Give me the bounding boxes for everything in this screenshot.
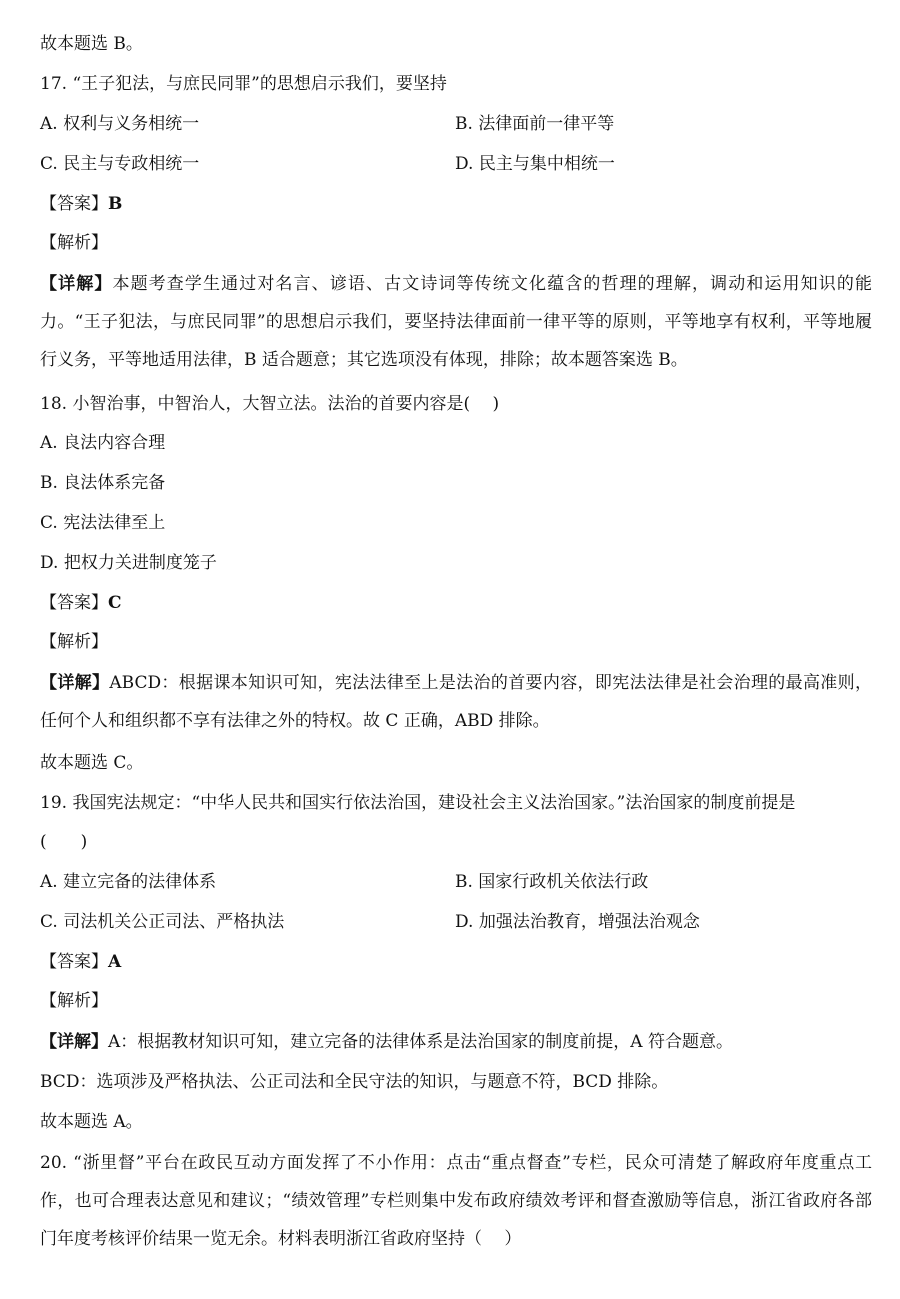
detail-text: 本题考查学生通过对名言、谚语、古文诗词等传统文化蕴含的哲理的理解，调动和运用知识的能力。“王子犯法，与庶民同罪”的思想启示我们，要坚持法律面前一律平等的原则，平等地享有权利，平等地履行义务，平等地适用法律，B 适合题意；其它选项没有体现，排除；故本题答案选 B。 [40, 274, 873, 370]
question-17-stem: 17. “王子犯法，与庶民同罪”的思想启示我们，要坚持 [40, 74, 447, 94]
option-18-a: A. 良法内容合理 [40, 433, 166, 453]
option-17-c: C. 民主与专政相统一 [40, 154, 200, 174]
analysis-label-18: 【解析】 [40, 632, 108, 652]
detail-19-bcd: BCD：选项涉及严格执法、公正司法和全民守法的知识，与题意不符，BCD 排除。 [40, 1072, 669, 1092]
question-19-paren: ( ) [40, 832, 88, 852]
detail-18 [40, 664, 872, 740]
detail-text: A：根据教材知识可知，建立完备的法律体系是法治国家的制度前提，A 符合题意。 [108, 1032, 733, 1052]
conclusion-18: 故本题选 C。 [40, 753, 144, 773]
option-18-c: C. 宪法法律至上 [40, 513, 166, 533]
question-19-options-row2 [40, 912, 870, 932]
option-17-d: D. 民主与集中相统一 [455, 154, 615, 174]
detail-tag: 【详解】 [40, 1032, 108, 1052]
answer-value: B [108, 194, 123, 214]
conclusion-16: 故本题选 B。 [40, 34, 143, 54]
answer-18 [40, 593, 122, 613]
conclusion-19: 故本题选 A。 [40, 1112, 143, 1132]
detail-tag: 【详解】 [40, 274, 113, 294]
question-17-options-row2 [40, 154, 870, 174]
answer-label: 【答案】 [40, 593, 108, 613]
answer-19 [40, 952, 121, 972]
question-20-stem: 20. “浙里督”平台在政民互动方面发挥了不小作用：点击“重点督查”专栏，民众可清楚了解政府年度重点工作，也可合理表达意见和建议；“绩效管理”专栏则集中发布政府绩效考评和督查激励等信息，浙江省政府各部门年度考核评价结果一览无余。材料表明浙江省政府坚持（ ） [40, 1153, 872, 1249]
option-19-c: C. 司法机关公正司法、严格执法 [40, 912, 285, 932]
option-19-b: B. 国家行政机关依法行政 [455, 872, 649, 892]
question-19-stem: 19. 我国宪法规定：“中华人民共和国实行依法治国，建设社会主义法治国家。”法治国家的制度前提是 [40, 793, 796, 813]
answer-label: 【答案】 [40, 194, 108, 214]
analysis-label-17: 【解析】 [40, 233, 108, 253]
detail-19 [40, 1032, 733, 1052]
answer-value: C [108, 593, 122, 613]
answer-label: 【答案】 [40, 952, 108, 972]
analysis-label-19: 【解析】 [40, 991, 108, 1011]
option-18-d: D. 把权力关进制度笼子 [40, 553, 217, 573]
detail-tag: 【详解】 [40, 673, 110, 693]
option-17-a: A. 权利与义务相统一 [40, 114, 200, 134]
detail-17 [40, 265, 872, 379]
option-19-d: D. 加强法治教育，增强法治观念 [455, 912, 700, 932]
answer-17 [40, 194, 122, 214]
option-17-b: B. 法律面前一律平等 [455, 114, 615, 134]
answer-value: A [108, 952, 122, 972]
question-17-options-row1 [40, 114, 870, 134]
option-19-a: A. 建立完备的法律体系 [40, 872, 217, 892]
question-18-stem: 18. 小智治事，中智治人，大智立法。法治的首要内容是( ) [40, 394, 500, 414]
option-18-b: B. 良法体系完备 [40, 473, 166, 493]
question-19-options-row1 [40, 872, 870, 892]
detail-text: ABCD：根据课本知识可知，宪法法律至上是法治的首要内容，即宪法法律是社会治理的最高准则，任何个人和组织都不享有法律之外的特权。故 C 正确，ABD 排除。 [40, 673, 872, 731]
